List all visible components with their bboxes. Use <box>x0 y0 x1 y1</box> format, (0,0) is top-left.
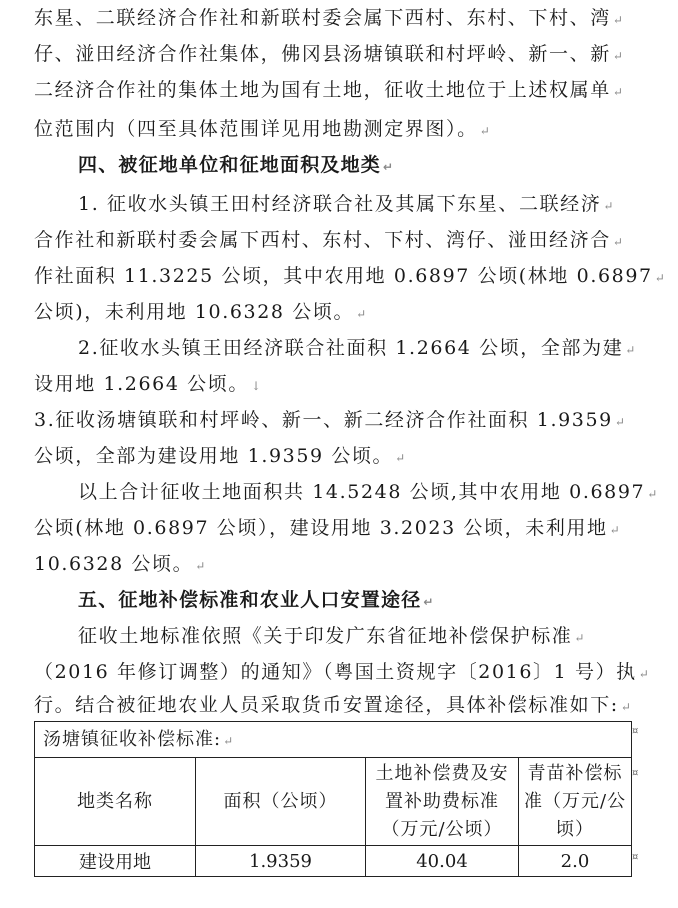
compensation-table <box>34 721 632 877</box>
cell-area: 1.9359 <box>195 846 365 876</box>
cell-land-fee: 40.04 <box>365 846 518 876</box>
section-heading-4: 四、被征地单位和征地面积及地类 ↵ <box>78 154 395 176</box>
cell-end-mark: ¤ <box>632 768 639 779</box>
table-row <box>35 846 631 876</box>
text-line: 10.6328 公顷。 ↵ <box>34 553 207 575</box>
cell-land-type: 建设用地 <box>79 852 151 873</box>
text-line: 公顷)，未利用地 10.6328 公顷。 ↵ <box>34 301 368 323</box>
column-header-area: 面积（公顷） <box>195 758 365 845</box>
table-title: 汤塘镇征收补偿标准: ↵ <box>43 729 235 750</box>
text-line: 作社面积 11.3225 公顷，其中农用地 0.6897 公顷(林地 0.6897 ↵ <box>34 265 667 287</box>
text-line: 征收土地标准依照《关于印发广东省征地补偿保护标准 ↵ <box>78 625 587 647</box>
text-line: 二经济合作社的集体土地为国有土地，征收土地位于上述权属单 ↵ <box>34 79 625 101</box>
table-title-row <box>35 722 631 758</box>
text-line: 以上合计征收土地面积共 14.5248 公顷,其中农用地 0.6897 ↵ <box>78 481 659 503</box>
cell-end-mark: ¤ <box>632 726 639 737</box>
cell-end-mark: ¤ <box>632 852 639 863</box>
text-line: 1. 征收水头镇王田村经济联合社及其属下东星、二联经济 ↵ <box>78 193 616 215</box>
section-heading-5: 五、征地补偿标准和农业人口安置途径 ↵ <box>78 589 435 611</box>
text-line: 设用地 1.2664 公顷。 ↓ <box>34 373 263 395</box>
text-line: 仔、湴田经济合作社集体，佛冈县汤塘镇联和村坪岭、新一、新 ↵ <box>34 43 625 65</box>
text-line: 东星、二联经济合作社和新联村委会属下西村、东村、下村、湾 ↵ <box>34 7 625 29</box>
column-header-land-fee: 土地补偿费及安置补助费标准（万元/公顷） <box>365 758 518 845</box>
text-line: 位范围内（四至具体范围详见用地勘测定界图）。 ↵ <box>34 118 492 140</box>
text-line: 公顷(林地 0.6897 公顷），建设用地 3.2023 公顷，未利用地 ↵ <box>34 517 622 539</box>
cell-crop-fee: 2.0 <box>518 846 631 876</box>
text-line: 公顷，全部为建设用地 1.9359 公顷。 ↵ <box>34 445 407 467</box>
column-header-crop-fee: 青苗补偿标准（万元/公顷） <box>518 758 631 845</box>
text-line: 合作社和新联村委会属下西村、东村、下村、湾仔、湴田经济合 ↵ <box>34 229 625 251</box>
text-line: 行。结合被征地农业人员采取货币安置途径，具体补偿标准如下: ↵ <box>34 694 633 716</box>
column-header-land-type: 地类名称 <box>77 790 153 812</box>
text-line: 2.征收水头镇王田经济联合社面积 1.2664 公顷，全部为建 ↵ <box>78 337 637 359</box>
text-line: （2016 年修订调整）的通知》（粤国土资规字〔2016〕1 号）执 ↵ <box>34 661 651 683</box>
table-header-row <box>35 758 631 846</box>
text-line: 3.征收汤塘镇联和村坪岭、新一、新二经济合作社面积 1.9359 ↵ <box>34 409 627 431</box>
